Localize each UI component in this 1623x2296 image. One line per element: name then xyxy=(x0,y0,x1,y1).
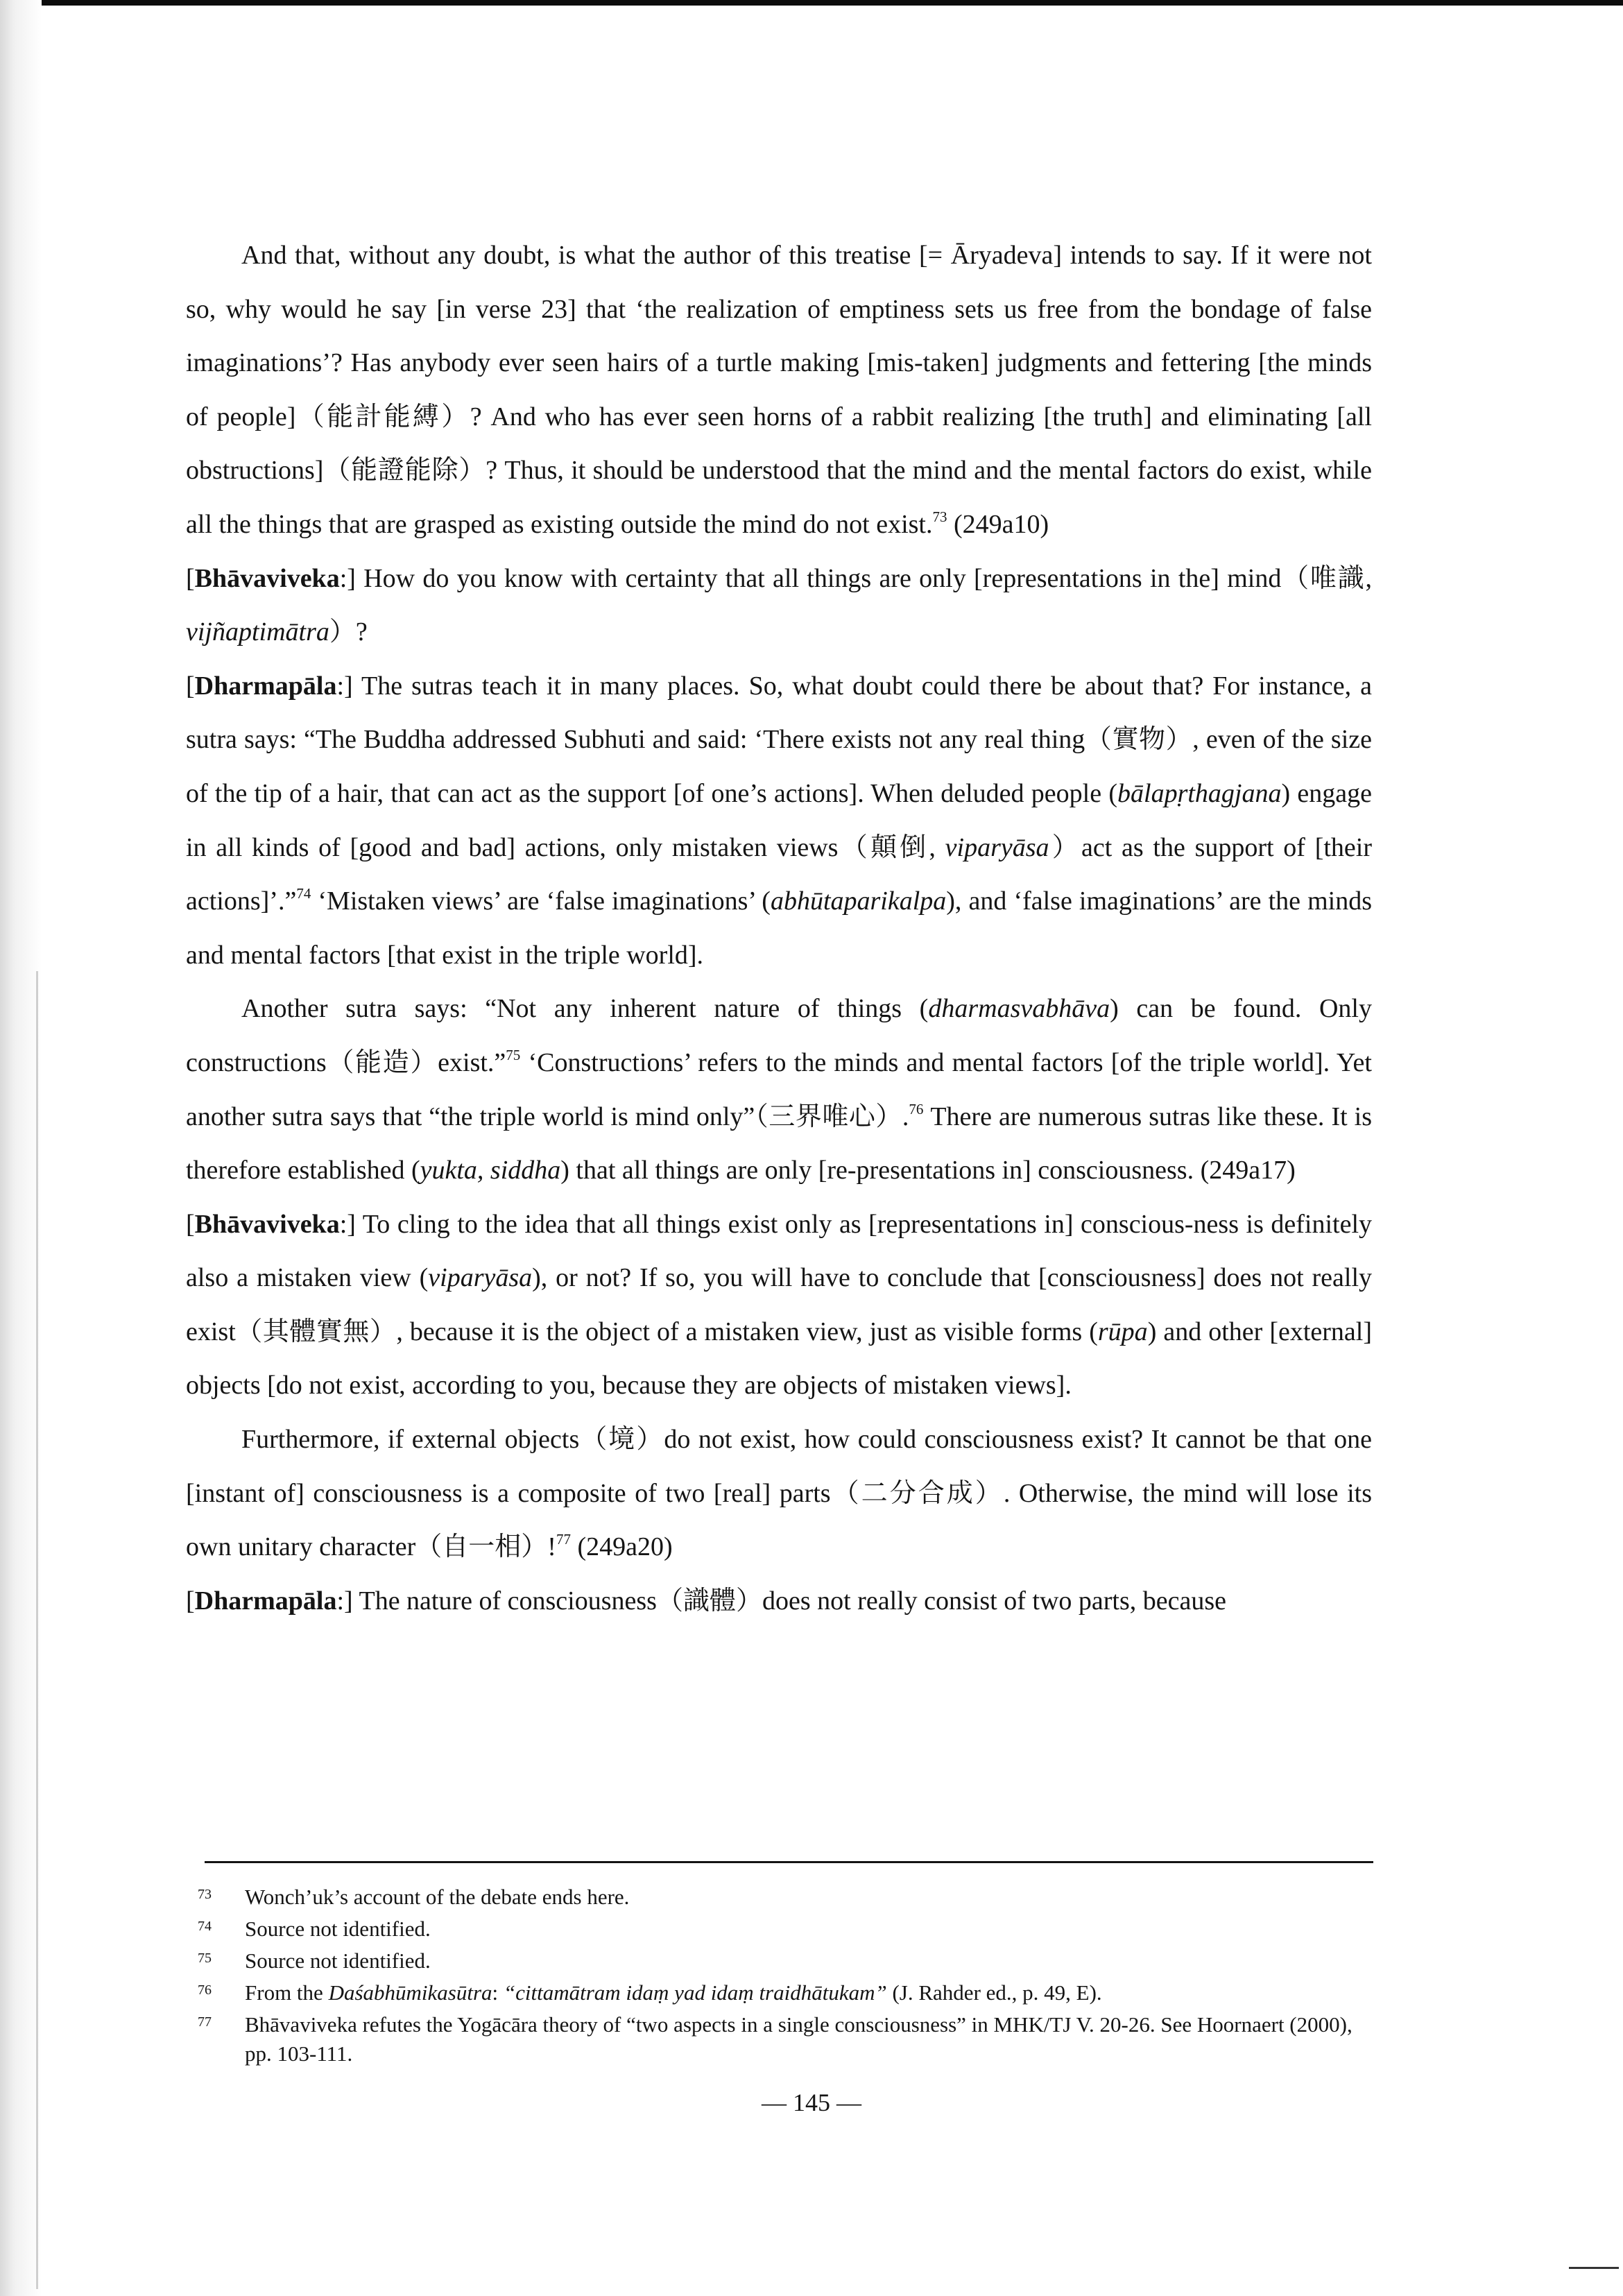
scan-binding-edge xyxy=(0,0,42,2296)
footnote-ref-73: 73 xyxy=(932,508,947,525)
paragraph-6: Furthermore, if external objects（境）do not exist, how could consciousness exist? It cannot be that one [instant of] consciousness is a composite of two [real] parts（二分合成）. Otherwise, the mind will lose its own unitary character（自一相）!$^{77}$ (249a20) xyxy=(186,1425,1372,1562)
footnote-76: 76 From the Daśabhūmikasūtra: “cittamātram idaṃ yad idaṃ traidhātukam” (J. Rahder ed., p. 49, E). xyxy=(198,1980,1102,2005)
paragraph-7: [Dharmapāla:] The nature of consciousness（識體）does not really consist of two parts, because xyxy=(186,1586,1227,1616)
footnote-ref-76: 76 xyxy=(909,1100,924,1117)
footnote-divider xyxy=(205,1861,1373,1863)
paragraph-3: [Dharmapāla:] The sutras teach it in many places. So, what doubt could there be about that? For instance, a sutra says: “The Buddha addressed Subhuti and said: ‘There exists not any real thing（實物）, even of the size of the tip of a hair, that can act as the support [of one’s actions]. When deluded people (bālapṛthagjana) engage in all kinds of [good and bad] actions, only mistaken views（顛倒, viparyāsa）act as the support of [their actions]’.”$^{74}$ ‘Mistaken views’ are ‘false imaginations’ (abhūtaparikalpa), and ‘false imaginations’ are the minds and mental factors [that exist in the triple world]. xyxy=(186,671,1373,970)
footnote-74: 74 Source not identified. xyxy=(198,1917,431,1941)
scan-edge-line xyxy=(36,971,38,2289)
footnote-ref-74: 74 xyxy=(296,885,311,902)
footnotes xyxy=(198,1880,1377,2068)
page-number: — 145 — xyxy=(762,2089,861,2116)
paragraph-2: [Bhāvaviveka:] How do you know with certainty that all things are only [representations in the] mind（唯識, vijñaptimātra）? xyxy=(186,563,1372,647)
footnote-75: 75 Source not identified. xyxy=(198,1948,431,1973)
speaker-name: Dharmapāla xyxy=(194,1586,337,1616)
paragraph-1: And that, without any doubt, is what the author of this treatise [= Āryadeva] intends to say. If it were not so, why would he say [in verse 23] that ‘the realization of emptiness sets us free from the bondage of false imaginations’? Has anybody ever seen hairs of a turtle making [mis-taken] judgments and fettering [the minds of people]（能計能縛）? And who has ever seen horns of a rabbit realizing [the truth] and eliminating [all obstructions]（能證能除）? Thus, it should be understood that the mind and the mental factors do exist, while all the things that are grasped as existing outside the mind do not exist.$^{73}$ (249a10) xyxy=(186,241,1372,539)
paragraph-5: [Bhāvaviveka:] To cling to the idea that all things exist only as [representations in] conscious-ness is definitely also a mistaken view (viparyāsa), or not? If so, you will have to conclude that [consciousness] does not really exist（其體實無）, because it is the object of a mistaken view, just as visible forms (rūpa) and other [external] objects [do not exist, according to you, because they are objects of mistaken views]. xyxy=(186,1209,1373,1400)
body-text xyxy=(186,229,1372,1628)
speaker-name: Bhāvaviveka xyxy=(194,563,340,593)
footnote-77: 77 Bhāvaviveka refutes the Yogācāra theory of “two aspects in a single consciousness” in MHK/TJ V. 20-26. See Hoornaert (2000), pp. 103-111. xyxy=(198,2012,1352,2066)
footnote-73: 73 Wonch’uk’s account of the debate ends here. xyxy=(198,1885,630,1909)
footnote-ref-77: 77 xyxy=(556,1531,571,1548)
footnote-ref-75: 75 xyxy=(506,1046,521,1063)
corner-mark xyxy=(1569,2267,1619,2269)
paragraph-4: Another sutra says: “Not any inherent nature of things (dharmasvabhāva) can be found. Only constructions（能造）exist.”$^{75}$ ‘Constructions’ refers to the minds and mental factors [of the triple world]. Yet another sutra says that “the triple world is mind only”（三界唯心）.$^{76}$ There are numerous sutras like these. It is therefore established (yukta, siddha) that all things are only [re-presentations in] consciousness. (249a17) xyxy=(186,994,1373,1185)
speaker-name: Bhāvaviveka xyxy=(194,1209,340,1239)
speaker-name: Dharmapāla xyxy=(194,671,337,701)
top-border xyxy=(0,0,1623,6)
